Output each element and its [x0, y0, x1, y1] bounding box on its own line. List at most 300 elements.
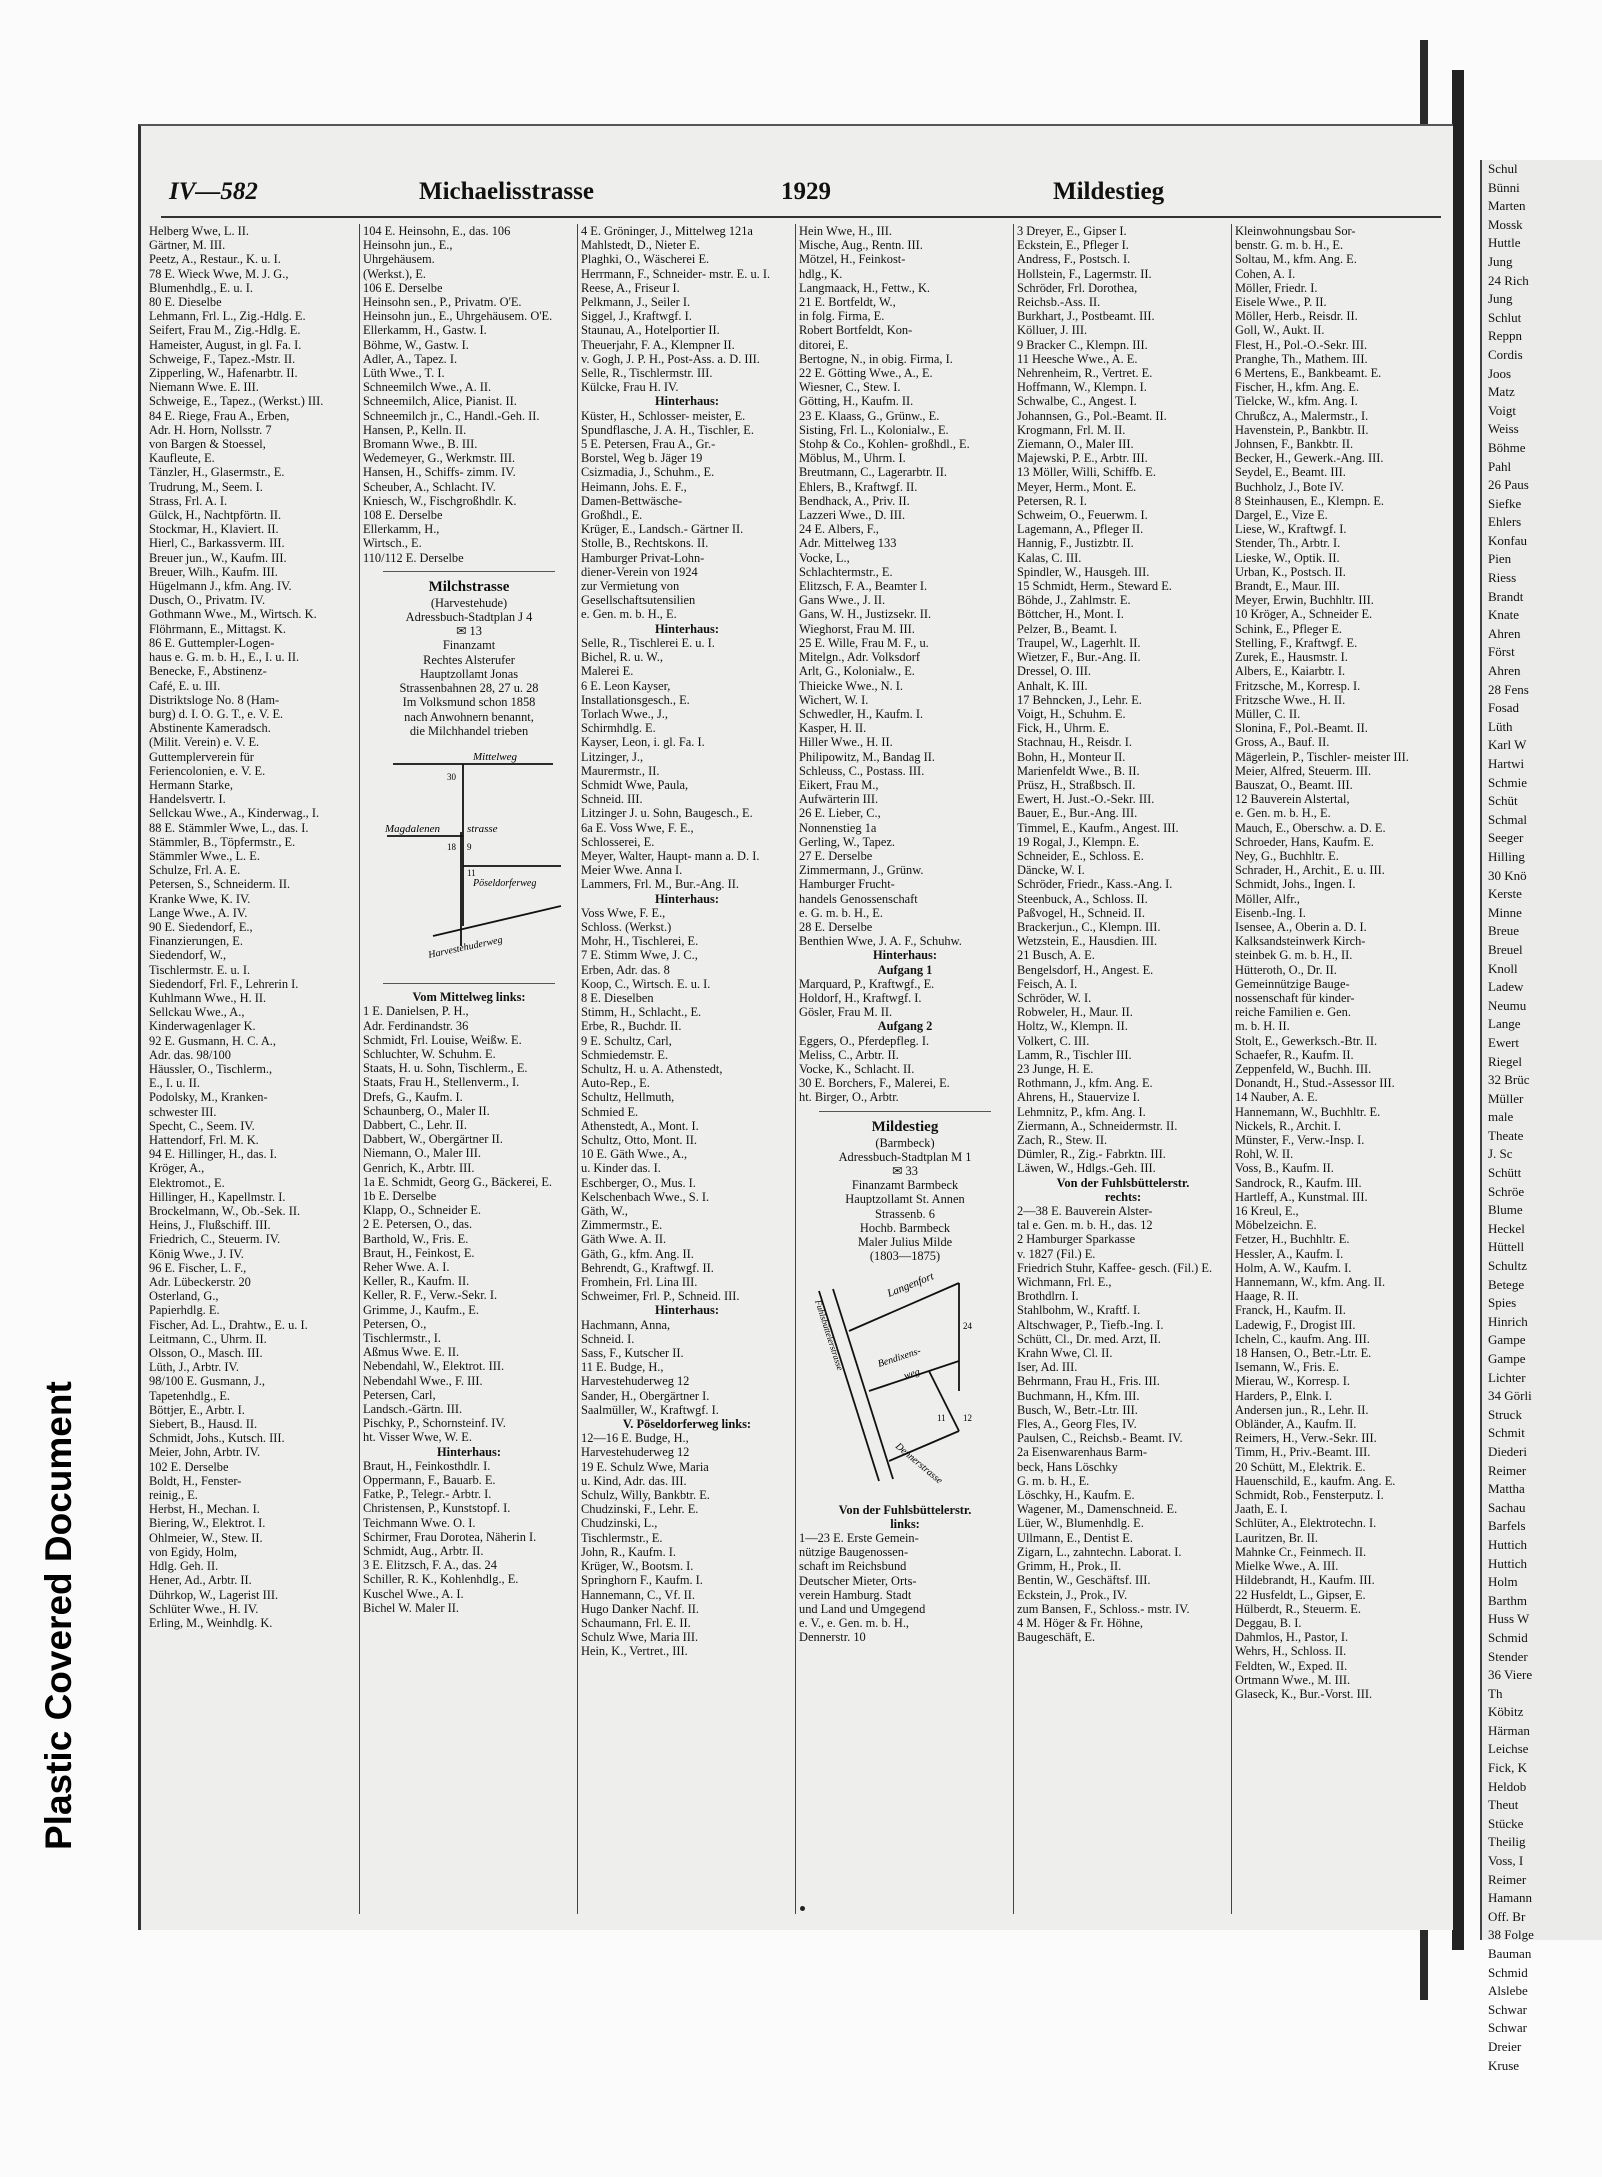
directory-entry: Hauptzollamt Jonas [419, 666, 519, 681]
right-street-heading: Mildestieg [1053, 178, 1165, 205]
next-page-fragment: Theilig [1488, 1834, 1526, 1850]
directory-entry: Behrmann, Frau H., Fris. III. [1017, 1374, 1160, 1389]
directory-entry: Kleinwohnungsbau Sor- [1235, 224, 1356, 238]
directory-entry: Urban, K., Postsch. II. [1235, 564, 1346, 579]
map-label-fuhlsbuettelerstrasse: Fuhlsbüttelerstrasse [813, 1298, 846, 1372]
directory-entry: Lüer, W., Blumenhdlg. E. [1017, 1516, 1144, 1531]
page-number: IV—582 [169, 178, 258, 205]
directory-entry: 2 E. Petersen, O., das. [363, 1217, 473, 1232]
directory-entry: Stohp & Co., Kohlen- großhdl., E. [799, 437, 970, 452]
directory-entry: Löschky, H., Kaufm. E. [1017, 1488, 1135, 1503]
directory-entry: Spundflasche, J. A. H., Tischler, E. [581, 422, 754, 437]
directory-entry: Heimann, Johs. E. F., [581, 479, 687, 494]
next-page-fragment: Kruse [1488, 2057, 1520, 2073]
directory-entry: König Wwe., J. IV. [149, 1246, 244, 1261]
directory-entry: Finanzamt [442, 638, 496, 653]
directory-entry: Theuerjahr, F. A., Klempner II. [581, 337, 735, 352]
directory-entry: Möbelzeichn. E. [1235, 1218, 1317, 1233]
directory-entry: Meier, Alfred, Steuerm. III. [1235, 763, 1372, 778]
directory-entry: Feldten, W., Exped. II. [1235, 1658, 1348, 1673]
directory-entry: Kinderwagenlager K. [149, 1019, 256, 1034]
next-page-fragment: Schlut [1488, 309, 1522, 325]
directory-entry: ditorei, E. [799, 337, 849, 352]
map-label-langenfort: Langenfort [885, 1270, 936, 1301]
directory-entry: Harvestehuderweg 12 [581, 1374, 690, 1389]
directory-entry: Adressbuch-Stadtplan M 1 [838, 1149, 972, 1164]
directory-entry: Kuschel Wwe., A. I. [363, 1586, 464, 1601]
column-1 [149, 224, 357, 1924]
directory-entry: 6 Mertens, E., Bankbeamt. E. [1235, 366, 1382, 381]
directory-entry: Mötzel, H., Feinkost- [799, 252, 906, 267]
directory-entry: Niemann Wwe. E. III. [149, 380, 259, 395]
directory-entry: Ladewig, F., Drogist III. [1235, 1317, 1356, 1332]
next-page-fragment: Kerste [1488, 886, 1522, 902]
map-number: 24 [963, 1321, 972, 1332]
directory-entry: Dusch, O., Privatm. IV. [149, 593, 266, 608]
directory-entry: Plaghki, O., Wäscherei E. [581, 252, 710, 267]
directory-entry: Fles, A., Georg Fles, IV. [1017, 1417, 1137, 1432]
next-page-fragment: Off. Br [1488, 1908, 1526, 1924]
directory-entry: Bichel W. Maler II. [363, 1600, 460, 1615]
directory-entry: 10 Kröger, A., Schneider E. [1235, 607, 1373, 622]
directory-entry: Maurermstr., II. [581, 763, 660, 778]
directory-entry: Hollstein, F., Lagermstr. II. [1017, 266, 1152, 281]
directory-entry: Staats, Frau H., Stellenverm., I. [363, 1075, 520, 1090]
directory-entry: 21 Busch, A. E. [1017, 948, 1095, 963]
directory-entry: Möller, Alfr., [1235, 891, 1300, 906]
directory-entry: Becker, H., Gewerk.-Ang. III. [1235, 451, 1384, 466]
directory-entry: Adr. Ferdinandstr. 36 [363, 1018, 469, 1033]
directory-entry: ht. Visser Wwe, W. E. [363, 1430, 472, 1445]
page-mark [800, 1906, 805, 1911]
directory-entry: Ellerkamm, H., Gastw. I. [363, 323, 487, 338]
directory-entry: Schweimer, Frl. P., Schneid. III. [581, 1289, 740, 1304]
directory-entry: Böttcher, H., Mont. I. [1017, 607, 1124, 622]
directory-entry: Genrich, K., Arbtr. III. [363, 1160, 475, 1175]
directory-entry: Csizmadia, J., Schuhm., E. [581, 465, 715, 480]
directory-entry: Siedendorf, Frl. F., Lehrerin I. [149, 976, 299, 991]
directory-entry: Pischky, P., Schornsteinf. IV. [363, 1416, 506, 1431]
directory-entry: Braut, H., Feinkosthdlr. I. [363, 1458, 491, 1473]
directory-entry: Dennerstr. 10 [799, 1630, 866, 1645]
directory-entry: Hinterhaus: [654, 891, 720, 906]
directory-entry: Schwedler, H., Kaufm. I. [799, 706, 924, 721]
directory-entry: handels Genossenschaft [799, 891, 918, 906]
directory-entry: 94 E. Hillinger, H., das. I. [149, 1147, 277, 1162]
directory-entry: 8 E. Dieselben [581, 990, 654, 1005]
directory-entry: Steenbuck, A., Schloss. II. [1017, 891, 1148, 906]
map-number: 12 [963, 1413, 972, 1424]
directory-entry: Häussler, O., Tischlerm., [149, 1061, 273, 1076]
directory-entry: Guttemplerverein für [149, 749, 254, 764]
directory-entry: schwester III. [149, 1104, 217, 1119]
directory-entry: Goll, W., Aukt. II. [1235, 323, 1325, 338]
directory-entry: Heins, J., Flußschiff. III. [149, 1218, 271, 1233]
directory-entry: Großhdl., E. [581, 508, 643, 523]
next-page-fragment: Alslebe [1488, 1983, 1528, 1999]
directory-entry: Seifert, Frau M., Zig.-Hdlg. E. [149, 323, 301, 338]
directory-entry: Gesellschaftsutensilien [581, 593, 696, 608]
column-divider [1013, 224, 1014, 1914]
directory-entry: Reichsb.-Ass. II. [1017, 295, 1101, 310]
directory-entry: Adr. Lübeckerstr. 20 [149, 1275, 251, 1290]
directory-entry: 102 E. Derselbe [149, 1459, 229, 1474]
directory-entry: Arlt, G., Kolonialw., E. [799, 664, 915, 679]
directory-entry: von Bargen & Stoessel, [149, 437, 266, 452]
directory-entry: Isensee, A., Oberin a. D. I. [1235, 919, 1367, 934]
directory-entry: Christensen, P., Kunststopf. I. [363, 1501, 511, 1516]
directory-entry: Kranke Wwe, K. IV. [149, 891, 251, 906]
directory-entry: Schlüter, A., Elektrotechn. I. [1235, 1516, 1377, 1531]
directory-entry: 13 Möller, Willi, Schiffb. E. [1017, 465, 1156, 480]
directory-entry: 3 E. Elitzsch, F. A., das. 24 [363, 1558, 497, 1573]
next-page-fragment: Knate [1488, 607, 1520, 623]
directory-entry: Havenstein, P., Bankbtr. II. [1235, 422, 1369, 437]
directory-entry: Bertogne, N., in obig. Firma, I. [799, 351, 953, 366]
directory-entry: Strassenbahnen 28, 27 u. 28 [399, 681, 539, 696]
directory-entry: Schneemilch Wwe., A. II. [363, 380, 492, 395]
directory-entry: Paulsen, C., Reichsb.- Beamt. IV. [1017, 1431, 1183, 1446]
directory-entry: Gäth Wwe. A. II. [581, 1232, 667, 1247]
directory-entry: Hinterhaus: [654, 394, 720, 409]
directory-entry: Stolt, E., Gewerksch.-Btr. II. [1235, 1033, 1378, 1048]
directory-entry: Thieicke Wwe., N. I. [799, 678, 904, 693]
directory-entry: Hachmann, Anna, [581, 1317, 671, 1332]
directory-entry: Biering, W., Elektrot. I. [149, 1516, 266, 1531]
directory-entry: Sander, H., Obergärtner I. [581, 1388, 710, 1403]
directory-entry: Kasper, H. II. [799, 721, 867, 736]
directory-entry: 3 Dreyer, E., Gipser I. [1017, 224, 1127, 238]
directory-entry: Lehmann, Frl. L., Zig.-Hdlg. E. [149, 309, 306, 324]
directory-entry: Schrader, H., Archit., E. u. III. [1235, 863, 1385, 878]
directory-entry: Meier Wwe. Anna I. [581, 863, 683, 878]
directory-entry: Ellerkamm, H., [363, 522, 440, 537]
directory-entry: Gäth, W., [581, 1204, 628, 1219]
directory-entry: Schröder, Frl. Dorothea, [1017, 280, 1138, 295]
directory-entry: Zipperling, W., Hafenarbtr. II. [149, 366, 298, 381]
next-page-fragment: Riess [1488, 570, 1517, 586]
directory-entry: Lagemann, A., Pfleger II. [1017, 522, 1144, 537]
directory-entry: Obländer, A., Kaufm. II. [1235, 1417, 1357, 1432]
directory-entry: Franck, H., Kaufm. II. [1235, 1303, 1346, 1318]
directory-entry: Stachnau, H., Reisdr. I. [1017, 735, 1132, 750]
directory-entry: Meyer, Erwin, Buchhltr. III. [1235, 593, 1374, 608]
directory-entry: V. Pöseldorferweg links: [622, 1417, 752, 1432]
directory-entry: Malerei E. [581, 664, 634, 679]
directory-entry: Bichel, R. u. W., [581, 650, 663, 665]
directory-entry: v. 1827 (Fil.) E. [1017, 1246, 1096, 1261]
directory-entry: Kaufleute, E. [149, 451, 215, 466]
directory-entry: Schweim, O., Feuerwm. I. [1017, 508, 1148, 523]
directory-entry: Lange Wwe., A. IV. [149, 905, 248, 920]
directory-entry: Schultz, H. u. A. Athenstedt, [581, 1061, 723, 1076]
map-label-poeseldorferweg: Pöseldorferweg [473, 877, 537, 889]
next-page-fragment: Th [1488, 1685, 1503, 1701]
map-number: 11 [467, 867, 476, 878]
directory-entry: Mielke Wwe., A. III. [1235, 1559, 1339, 1574]
directory-entry: Ahrens, H., Stauervize I. [1017, 1090, 1140, 1105]
directory-entry: G. m. b. H., E. [1017, 1473, 1090, 1488]
next-page-fragment: Lange [1488, 1016, 1521, 1032]
directory-entry: Brothdlrn. I. [1017, 1289, 1079, 1304]
directory-entry: Schmied E. [581, 1104, 639, 1119]
directory-entry: Koop, C., Wirtsch. E. u. I. [581, 976, 711, 991]
column-divider [359, 224, 360, 1914]
directory-entry: Holm, A. W., Kaufm. I. [1235, 1260, 1352, 1275]
directory-entry: Hermann Starke, [149, 777, 233, 792]
next-page-fragment: Ahren [1488, 625, 1521, 641]
directory-entry: E., I. u. II. [149, 1076, 200, 1091]
next-page-fragment: 36 Viere [1488, 1667, 1533, 1683]
directory-entry: Bromann Wwe., B. III. [363, 437, 478, 452]
directory-entry: Teichmann Wwe. O. I. [363, 1515, 476, 1530]
directory-entry: Schloss. (Werkst.) [581, 919, 672, 934]
directory-entry: 6a E. Voss Wwe, F. E., [581, 820, 694, 835]
directory-entry: Petersen, S., Schneiderm. II. [149, 877, 291, 892]
directory-entry: Olsson, O., Masch. III. [149, 1346, 263, 1361]
directory-entry: 2—38 E. Bauverein Alster- [1017, 1204, 1153, 1219]
directory-entry: Schirmer, Frau Dorotea, Näherin I. [363, 1529, 537, 1544]
next-page-fragment: Brandt [1488, 588, 1524, 604]
directory-entry: Hinterhaus: [654, 1303, 720, 1318]
directory-entry: Bohn, H., Monteur II. [1017, 749, 1126, 764]
directory-entry: Eisele Wwe., P. II. [1235, 295, 1327, 310]
directory-entry: Petersen, Carl, [363, 1387, 436, 1402]
column-6 [1235, 224, 1447, 1924]
directory-entry: Selle, R., Tischlermstr. III. [581, 366, 713, 381]
directory-entry: e. V., e. Gen. m. b. H., [799, 1616, 910, 1631]
directory-entry: Rechtes Alsterufer [423, 652, 515, 667]
directory-entry: Fick, H., Uhrm. E. [1017, 721, 1110, 736]
directory-entry: Buchholz, J., Bote IV. [1235, 479, 1344, 494]
directory-entry: Finanzierungen, E. [149, 934, 243, 949]
directory-entry: Gans, W. H., Justizsekr. II. [799, 607, 932, 622]
directory-entry: Schulz Wwe, Maria III. [581, 1630, 699, 1645]
directory-entry: 12—16 E. Budge, H., [581, 1431, 689, 1446]
next-page-fragment: Marten [1488, 198, 1526, 214]
next-page-fragment: Lüth [1488, 718, 1513, 734]
directory-entry: Niemann, O., Maler III. [363, 1146, 482, 1161]
directory-entry: Hamburger Frucht- [799, 877, 895, 892]
column-divider [577, 224, 578, 1914]
directory-entry: Papierhdlg. E. [149, 1303, 220, 1318]
directory-entry: Flöhrmann, E., Mittagst. K. [149, 621, 286, 636]
directory-entry: Eschberger, O., Mus. I. [581, 1175, 696, 1190]
directory-entry: Staats, H. u. Sohn, Tischlerm., E. [363, 1061, 528, 1076]
directory-entry: Hierl, C., Barkassverm. III. [149, 536, 285, 551]
next-page-fragment: Hamann [1488, 1890, 1533, 1906]
next-page-fragment: Schüt [1488, 793, 1518, 809]
directory-entry: reinig., E. [149, 1488, 198, 1503]
directory-entry: Icheln, C., kaufm. Ang. III. [1235, 1331, 1370, 1346]
directory-entry: Gerling, W., Tapez. [799, 834, 895, 849]
directory-entry: Dressel, O. III. [1017, 664, 1091, 679]
directory-entry: 4 M. Höger & Fr. Höhne, [1017, 1615, 1143, 1630]
directory-entry: Schneid. I. [581, 1331, 635, 1346]
directory-entry: (1803—1875) [869, 1249, 941, 1264]
directory-entry: 21 E. Bortfeldt, W., [799, 295, 896, 310]
directory-entry: Litzinger J. u. Sohn, Baugesch., E. [581, 806, 753, 821]
directory-entry: Staunau, A., Hotelportier II. [581, 323, 720, 338]
directory-entry: Ullmann, E., Dentist E. [1017, 1530, 1133, 1545]
directory-entry: Isemann, W., Fris. E. [1235, 1360, 1339, 1375]
directory-entry: Andersen jun., R., Lehr. II. [1235, 1402, 1369, 1417]
next-page-fragment: Fick, K [1488, 1760, 1527, 1776]
directory-entry: Gülck, H., Nachtpförtn. II. [149, 508, 282, 523]
directory-entry: Bendhack, A., Priv. II. [799, 493, 910, 508]
next-page-fragment: 38 Folge [1488, 1927, 1534, 1943]
directory-entry: Saalmüller, W., Kraftwgf. I. [581, 1402, 719, 1417]
directory-entry: Wiesner, C., Stew. I. [799, 380, 901, 395]
directory-entry: Schmidt, Frl. Louise, Weißw. E. [363, 1032, 522, 1047]
next-page-fragment: 34 Görli [1488, 1388, 1532, 1404]
directory-entry: Trudrung, M., Seem. I. [149, 479, 263, 494]
directory-entry: Erbe, R., Buchdr. II. [581, 1019, 682, 1034]
directory-entry: 30 E. Borchers, F., Malerei, E. [799, 1076, 950, 1091]
next-page-fragment: Neumu [1488, 997, 1527, 1013]
directory-entry: Burkhart, J., Postbeamt. III. [1017, 309, 1155, 324]
directory-entry: Böhde, J., Zahlmstr. E. [1017, 593, 1131, 608]
directory-entry: John, R., Kaufm. I. [581, 1544, 676, 1559]
directory-entry: 17 Behncken, J., Lehr. E. [1017, 692, 1142, 707]
directory-entry: Von der Fuhlsbüttelerstr. [1056, 1175, 1190, 1190]
directory-entry: Schwalbe, C., Angest. I. [1017, 394, 1137, 409]
next-page-fragment: Minne [1488, 904, 1522, 920]
directory-entry: Bentin, W., Geschäftsf. III. [1017, 1573, 1151, 1588]
directory-entry: Boldt, H., Fenster- [149, 1473, 242, 1488]
directory-entry: Oppermann, F., Bauarb. E. [363, 1473, 496, 1488]
directory-entry: Ziermann, A., Schneidermstr. II. [1017, 1118, 1178, 1133]
directory-entry: Leitmann, C., Uhrm. II. [149, 1331, 267, 1346]
next-page-fragment: Weiss [1488, 421, 1519, 437]
directory-entry: Eikert, Frau M., [799, 777, 879, 792]
directory-entry: 24 E. Albers, F., [799, 522, 879, 537]
directory-entry: 23 E. Klaass, G., Grünw., E. [799, 408, 940, 423]
next-page-fragment: Dreier [1488, 2038, 1522, 2054]
directory-entry: Friedrich Stuhr, Kaffee- gesch. (Fil.) E. [1017, 1260, 1213, 1275]
section-divider [819, 1111, 991, 1112]
directory-entry: 7 E. Stimm Wwe, J. C., [581, 948, 698, 963]
next-page-fragment: Lichter [1488, 1369, 1526, 1385]
directory-entry: Hartleff, A., Kunstmal. III. [1235, 1189, 1368, 1204]
directory-entry: Timmel, E., Kaufm., Angest. III. [1017, 820, 1179, 835]
next-page-fragment: Schwar [1488, 2001, 1527, 2017]
directory-entry: Mahnke Cr., Feinmech. II. [1235, 1544, 1367, 1559]
next-page-fragment: Huttich [1488, 1555, 1527, 1571]
next-page-fragment: Ahren [1488, 663, 1521, 679]
directory-entry: e. Gen. m. b. H., E. [581, 607, 677, 622]
directory-entry: Seydel, E., Beamt. III. [1235, 465, 1346, 480]
map-number: 11 [937, 1413, 946, 1424]
directory-entry: Sass, F., Kutscher II. [581, 1346, 684, 1361]
directory-entry: Schmidt, Johs., Ingen. I. [1235, 877, 1356, 892]
next-page-fragment: Reimer [1488, 1871, 1527, 1887]
directory-entry: Borstel, Weg b. Jäger 19 [581, 451, 703, 466]
directory-entry: Selle, R., Tischlerei E. u. I. [581, 635, 715, 650]
directory-entry: Meyer, Walter, Haupt- mann a. D. I. [581, 848, 760, 863]
directory-entry: Installationsgesch., E. [581, 692, 690, 707]
directory-entry: Dahmlos, H., Pastor, I. [1235, 1630, 1349, 1645]
directory-entry: Kröger, A., [149, 1161, 205, 1176]
directory-entry: Eckstein, J., Prok., IV. [1017, 1587, 1128, 1602]
directory-entry: Hdlg. Geh. II. [149, 1559, 219, 1574]
directory-entry: Mohr, H., Tischlerei, E. [581, 934, 699, 949]
directory-entry: Lauritzen, Br. II. [1235, 1530, 1318, 1545]
street-title-mildestieg: Mildestieg [871, 1118, 939, 1135]
directory-entry: 11 Heesche Wwe., A. E. [1017, 351, 1138, 366]
directory-entry: Elektromot., E. [149, 1175, 225, 1190]
directory-entry: tal e. Gen. m. b. H., das. 12 [1017, 1218, 1153, 1233]
next-page-fragment: Jung [1488, 253, 1513, 269]
directory-entry: Hochb. Barmbeck [859, 1220, 951, 1235]
next-page-fragment: Schmid [1488, 1629, 1528, 1645]
directory-entry: Dargel, E., Vize E. [1235, 508, 1328, 523]
directory-entry: Hildebrandt, H., Kaufm. III. [1235, 1573, 1375, 1588]
directory-entry: Voigt, H., Schuhm. E. [1017, 706, 1126, 721]
next-page-fragment: Heldob [1488, 1778, 1527, 1794]
directory-entry: ✉ 33 [892, 1164, 918, 1178]
directory-entry: 1—23 E. Erste Gemein- [799, 1531, 919, 1546]
directory-entry: Schmiedemstr. E. [581, 1047, 669, 1062]
map-label-strasse: strasse [467, 822, 498, 835]
directory-entry: Vom Mittelweg links: [412, 990, 526, 1005]
directory-entry: Sellckau Wwe., A., [149, 1005, 245, 1020]
next-page-fragment: Pien [1488, 551, 1512, 567]
directory-entry: schaft im Reichsbund [799, 1559, 907, 1574]
next-page-fragment: Knoll [1488, 960, 1518, 976]
map-label-mittelweg: Mittelweg [473, 750, 517, 763]
directory-entry: links: [890, 1516, 920, 1531]
street-district: (Harvestehude) [430, 595, 508, 610]
directory-entry: Glaseck, K., Bur.-Vorst. III. [1235, 1686, 1373, 1701]
directory-entry: Vocke, L., [799, 550, 850, 565]
directory-entry: 90 E. Siedendorf, E., [149, 919, 253, 934]
directory-entry: Prüsz, H., Straßbsch. II. [1017, 777, 1136, 792]
map-label-dennerstrasse: Dennerstrasse [893, 1441, 945, 1487]
directory-entry: Schiller, R. K., Kohlenhdlg., E. [363, 1572, 519, 1587]
directory-entry: Kölluer, J. III. [1017, 323, 1088, 338]
directory-entry: Langmaack, H., Fettw., K. [799, 280, 930, 295]
directory-entry: Hamburger Privat-Lohn- [581, 550, 705, 565]
directory-entry: Hiller Wwe., H. II. [799, 735, 893, 750]
directory-entry: Maler Julius Milde [857, 1235, 953, 1250]
mildestieg-street-map [809, 1271, 1001, 1491]
directory-entry: 80 E. Dieselbe [149, 295, 222, 310]
directory-entry: Deutscher Mieter, Orts- [799, 1573, 917, 1588]
directory-entry: Fetzer, H., Buchhltr. E. [1235, 1232, 1350, 1247]
directory-entry: zur Vermietung von [581, 579, 680, 594]
directory-entry: nach Anwohnern benannt, [404, 709, 534, 724]
directory-entry: Friedrich, C., Steuerm. IV. [149, 1232, 281, 1247]
next-page-fragment: Schmie [1488, 774, 1527, 790]
directory-entry: Grimm, H., Prok., II. [1017, 1559, 1122, 1574]
next-page-fragment: Böhme [1488, 439, 1526, 455]
next-page-fragment: 28 Fens [1488, 681, 1529, 697]
next-page-fragment: Pahl [1488, 458, 1512, 474]
next-page-fragment: Barfels [1488, 1518, 1526, 1534]
directory-entry: 10 E. Gäth Wwe., A., [581, 1147, 688, 1162]
directory-entry: Tischlermstr., I. [363, 1330, 442, 1345]
directory-entry: Stahlbohm, W., Kraftf. I. [1017, 1303, 1141, 1318]
directory-entry: Braut, H., Feinkost, E. [363, 1245, 475, 1260]
directory-entry: Hillinger, H., Kapellmstr. I. [149, 1189, 286, 1204]
directory-entry: Hein, K., Vertret., III. [581, 1644, 688, 1659]
directory-entry: Wirtsch., E. [363, 536, 422, 551]
directory-entry: ✉ 13 [456, 624, 482, 639]
directory-entry: Damen-Bettwäsche- [581, 493, 683, 508]
column-3 [581, 224, 793, 1924]
directory-entry: Zeppenfeld, W., Buchh. III. [1235, 1061, 1372, 1076]
